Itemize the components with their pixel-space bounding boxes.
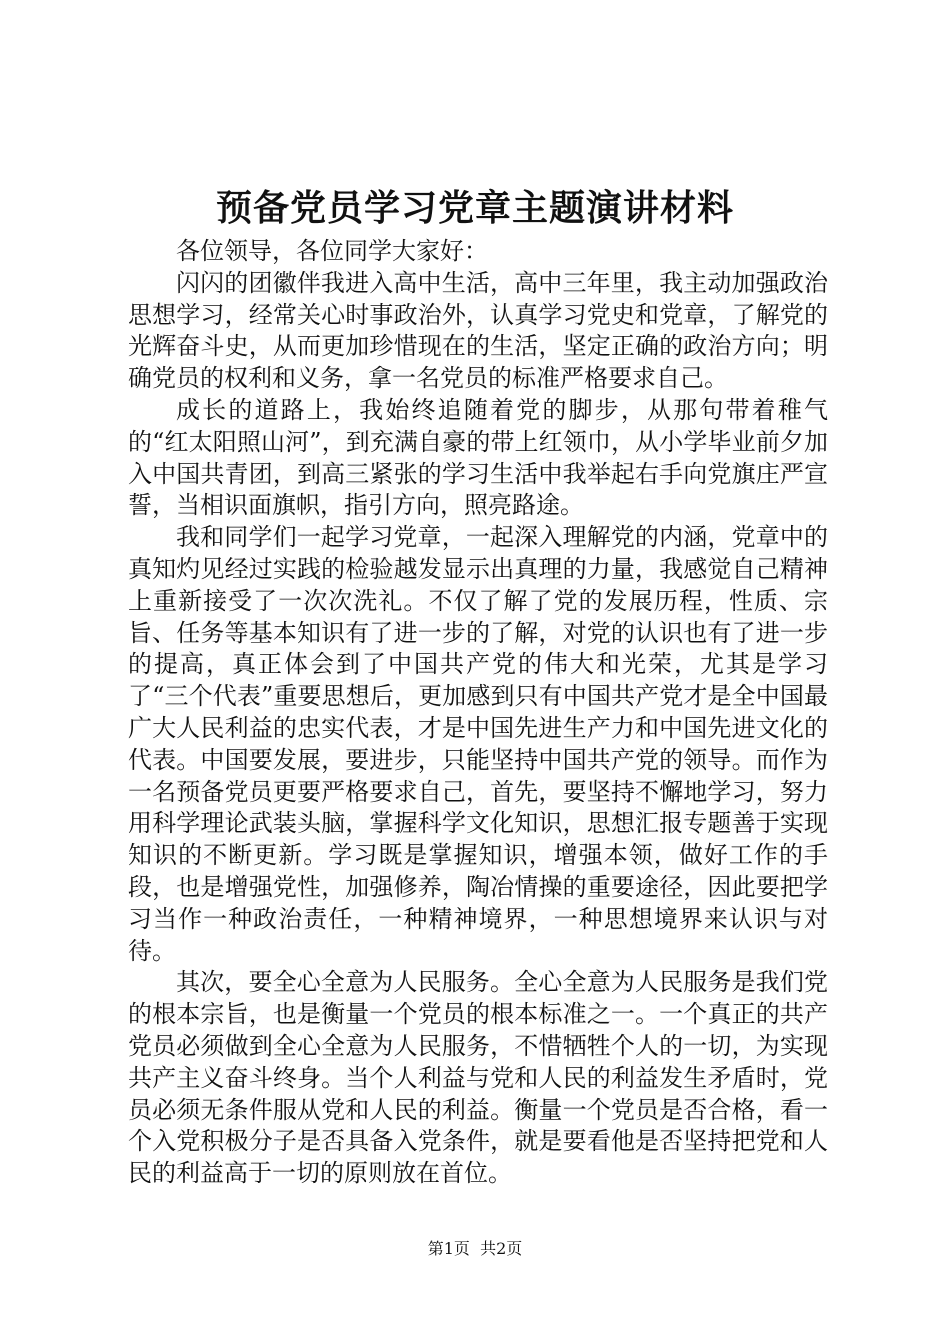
document-title: 预备党员学习党章主题演讲材料 — [215, 187, 734, 229]
body-paragraph-3: 我和同学们一起学习党章，一起深入理解党的内涵，党章中的真知灼见经过实践的检验越发显示出真理的力量，我感觉自己精神上重新接受了一次次洗礼。不仅了解了党的发展历程，性质、宗旨、任务等基本知识有了进一步的了解，对党的认识也有了进一步的提高，真正体会到了中国共产党的伟大和光荣，尤其是学习了“三个代表”重要思想后，更加感到只有中国共产党才是全中国最广大人民利益的忠实代表，才是中国先进生产力和中国先进文化的代表。中国要发展，要进步，只能坚持中国共产党的领导。而作为一名预备党员更要严格要求自己，首先，要坚持不懈地学习，努力用科学理论武装头脑，掌握科学文化知识，思想汇报专题善于实现知识的不断更新。学习既是掌握知识，增强本领，做好工作的手段，也是增强党性，加强修养，陶冶情操的重要途径，因此要把学习当作一种政治责任，一种精神境界，一种思想境界来认识与对待。 — [128, 523, 828, 965]
body-paragraph-1: 闪闪的团徽伴我进入高中生活，高中三年里，我主动加强政治思想学习，经常关心时事政治外，认真学习党史和党章，了解党的光辉奋斗史，从而更加珍惜现在的生活，坚定正确的政治方向；明确党员的权利和义务，拿一名党员的标准严格要求自己。 — [128, 268, 828, 393]
document-body — [128, 236, 828, 1190]
body-paragraph-2: 成长的道路上，我始终追随着党的脚步，从那句带着稚气的“红太阳照山河”，到充满自豪的带上红领巾，从小学毕业前夕加入中国共青团，到高三紧张的学习生活中我举起右手向党旗庄严宣誓，当相识面旗帜，指引方向，照亮路途。 — [128, 395, 828, 520]
page-number-footer: 第1页 共2页 — [427, 1239, 523, 1258]
greeting-paragraph: 各位领导，各位同学大家好： — [176, 237, 488, 265]
body-paragraph-4: 其次，要全心全意为人民服务。全心全意为人民服务是我们党的根本宗旨，也是衡量一个党员的根本标准之一。一个真正的共产党员必须做到全心全意为人民服务，不惜牺牲个人的一切，为实现共产主义奋斗终身。当个人利益与党和人民的利益发生矛盾时，党员必须无条件服从党和人民的利益。衡量一个党员是否合格，看一个入党积极分子是否具备入党条件，就是要看他是否坚持把党和人民的利益高于一切的原则放在首位。 — [128, 968, 828, 1188]
